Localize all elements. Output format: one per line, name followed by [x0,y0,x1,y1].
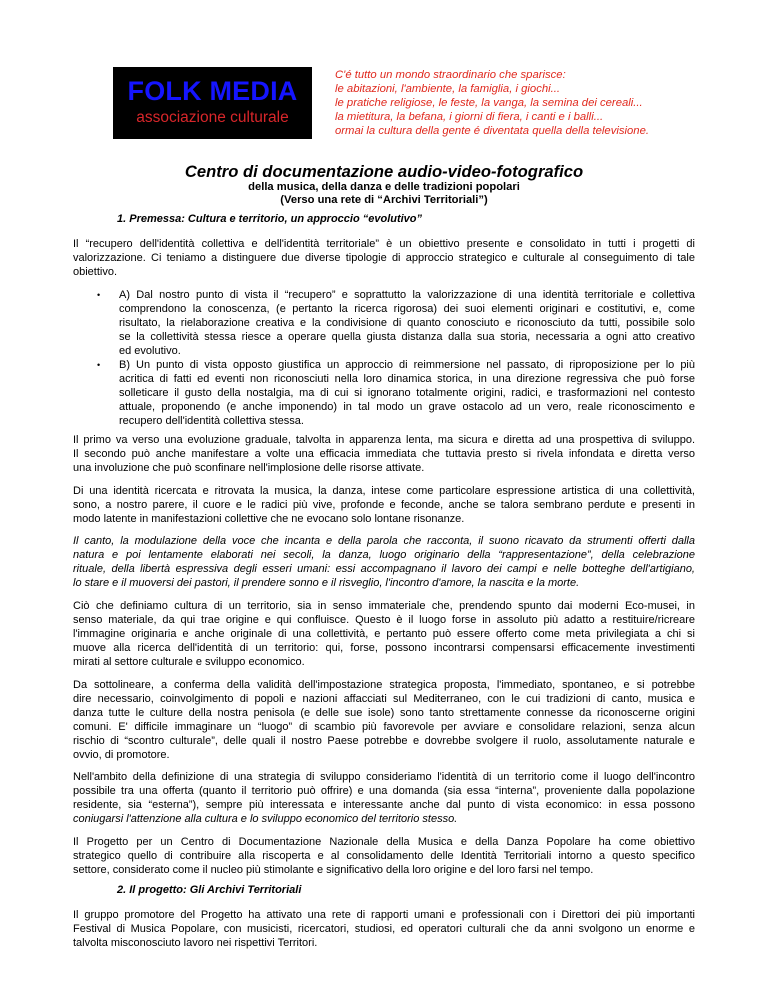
text-line: muove alla ricerca dell'identità di un territorio: qui, forse, possono incontrarsi compensarsi efficacemente investimenti [73,642,695,654]
text-line: Festival di Musica Popolare, con musicisti, ricercatori, studiosi, ed operatori culturali che da anni svolgono un enorme e [73,923,695,935]
text-line: acritica di fatti ed eventi non riconosciuti nella loro dinamica storica, in una direzione regressiva che può forse [119,373,695,385]
text-line: Il “recupero dell'identità collettiva e dell'identità territoriale” è un obiettivo presente e consolidato in tutti i progetti di [73,238,695,250]
quote-line: C'é tutto un mondo straordinario che sparisce: [335,69,566,81]
text-line: natura e poi lentamente elaborati nei secoli, la danza, luogo originario della “rappresentazione”, della celebrazione [73,549,695,561]
text-line: lo stare e il muoversi dei pastori, il prendere sonno e il risveglio, l'incontro d'amore, la nascita e la morte. [73,577,580,589]
text-line: attuale, proponendo (e anche imponendo) in tal modo un grave ostacolo ad un vero, reale riconoscimento e [119,401,695,413]
bullet-marker: • [97,290,101,300]
paragraph-canto [73,534,695,590]
text-line: possibile tra una offerta (quanto il territorio può offrire) e una domanda (sia essa “interna”, proveniente dalla popolazione [73,785,695,797]
text-line: comuni. E' difficile immaginare un “luogo” di scambio più favorevole per avviare e consolidare relazioni, senza alcun [73,721,695,733]
text-line: danza tutte le culture della nostra penisola (e delle sue isole) sono tanto strettamente connesse da riconoscerne origini [73,707,695,719]
epigraph-quote [335,68,655,138]
paragraph-cultura [73,599,695,669]
section-heading-progetto: 2. Il progetto: Gli Archivi Territoriali [117,884,302,896]
quote-line: le abitazioni, l'ambiente, la famiglia, i giochi... [335,83,561,95]
text-line: Nell'ambito della definizione di una strategia di sviluppo consideriamo l'identità di un territorio come il luogo dell'incontro [73,771,695,783]
paragraph-evolution [73,433,695,475]
logo-subtitle: associazione culturale [136,109,289,126]
text-line: sono, a nostro parere, il cuore e le radici più vive, profonde e feconde, anche se talora sembrano perdute e presenti in [73,499,695,511]
logo-title: FOLK MEDIA [127,76,298,106]
text-line: valorizzazione. Ci teniamo a distinguere due diverse tipologie di approccio strategico e culturale al conseguimento di tale [73,252,695,264]
text-line: senso materiale, da qui trae origine e qui confluisce. Questo è il luogo forse in assoluto più adatto a restituire/ricreare [73,614,695,626]
text-line: residente, sia “esterna”), sempre più interessata e interessante anche dal punto di vista economico: in essa possono [73,799,695,811]
folk-media-logo [113,67,312,139]
text-line: solleticare il gusto della nostalgia, ma di cui si ignorano totalmente origini, radici, e trasformazioni nel contesto [119,387,695,399]
quote-line: le pratiche religiose, le feste, la vanga, la semina dei cereali... [335,97,643,109]
text-line: Il primo va verso una evoluzione graduale, talvolta in apparenza lenta, ma sicura e diretta ad una prospettiva di sviluppo. [73,434,695,446]
subtitle-line: (Verso una rete di “Archivi Territoriali”) [280,194,488,206]
text-line: modo latente in manifestazioni collettive che ne evocano solo lontane risonanze. [73,513,465,525]
paragraph-sottolineare [73,678,695,762]
paragraph-intro [73,237,695,279]
text-line: rituale, della libertà espressiva degli esseri umani: essi accompagnano il lavoro dei campi e nelle botteghe dell'artigiano, [73,563,695,575]
text-line: strategico quello di contribuire alla riscoperta e al consolidamento delle Identità Territoriali intorno a questo specifico [73,850,695,862]
text-line: Il canto, la modulazione della voce che incanta e della parola che racconta, il suono ricavato da strumenti offerti dalla [73,535,695,547]
text-line: obiettivo. [73,266,118,278]
text-line: Il Progetto per un Centro di Documentazione Nazionale della Musica e della Danza Popolare ha come obiettivo [73,836,695,848]
quote-line: la mietitura, la befana, i giorni di fiera, i canti e i balli... [335,111,604,123]
text-line: recupero dell'identità collettiva stessa. [119,415,304,427]
text-line: mirati al settore culturale e sviluppo economico. [73,656,305,668]
paragraph-identity [73,484,695,526]
text-line: se la collettività stessa riesce a operare quella giusta distanza dalla sua storia, necessaria a ogni atto creativo [119,331,695,343]
text-line: Il secondo può anche manifestare a volte una efficacia immediata che tuttavia presto si rivela infondata e diretta verso [73,448,695,460]
paragraph-progetto [73,835,695,877]
text-line: ed evolutivo. [119,345,181,357]
text-line: comprendono la conoscenza, (e pertanto la ricerca rigorosa) dei suoi elementi originari e costitutivi, e, come [119,303,695,315]
subtitle-line: della musica, della danza e delle tradizioni popolari [248,181,520,193]
text-line: coniugarsi l'attenzione alla cultura e lo sviluppo economico del territorio stesso. [73,813,458,825]
paragraph-ambito [73,770,695,826]
text-line: una involuzione che può sconfinare nell'implosione delle risorse attivate. [73,462,425,474]
text-line: Di una identità ricercata e ritrovata la musica, la danza, intese come particolare espressione artistica di una collettività, [73,485,695,497]
document-title: Centro di documentazione audio-video-fotografico [184,162,584,181]
bullet-marker: • [97,360,101,370]
text-line: A) Dal nostro punto di vista il “recupero” e soprattutto la valorizzazione di una identità territoriale e collettiva [119,289,695,301]
paragraph-gruppo [73,908,695,950]
section-heading-premessa: 1. Premessa: Cultura e territorio, un approccio “evolutivo” [117,213,423,225]
text-line: l'immagine originaria e anche originale di una collettività, e pertanto può essere offerto come meta privilegiata a chi si [73,628,695,640]
bullet-b [119,358,695,428]
text-line: dire necessario, coinvolgimento di popoli e nazioni affacciati sul Mediterraneo, con le cui tradizioni di canto, musica e [73,693,695,705]
text-line: settore, considerato come il nucleo più stimolante e significativo della loro origine e del loro farsi nel tempo. [73,864,594,876]
bullet-a [119,288,695,358]
quote-line: ormai la cultura della gente é diventata quella della televisione. [335,125,650,137]
text-line: B) Un punto di vista opposto giustifica un approccio di reimmersione nel passato, di riproposizione per lo più [119,359,695,371]
text-line: Il gruppo promotore del Progetto ha attivato una rete di rapporti umani e professionali con i Direttori dei più importanti [73,909,695,921]
text-line: talvolta misconosciuto lavoro nei rispettivi Territori. [73,937,318,949]
text-line: Ciò che definiamo cultura di un territorio, sia in senso immateriale che, prendendo spunto dai moderni Eco-musei, in [73,600,695,612]
document-subtitle [0,181,768,207]
text-line: risultato, la rielaborazione creativa e la condivisione di quanto conosciuto e riconosciuto da tutti, possibile solo [119,317,695,329]
text-line: ovvio, di promotore. [73,749,170,761]
text-line: rischio di “scontro culturale”, delle quali il nostro Paese potrebbe e dovrebbe svolgere il ruolo, assolutamente naturale e [73,735,695,747]
text-line: Da sottolineare, a conferma della validità dell'impostazione strategica proposta, l'immediato, spontaneo, e si potrebbe [73,679,695,691]
